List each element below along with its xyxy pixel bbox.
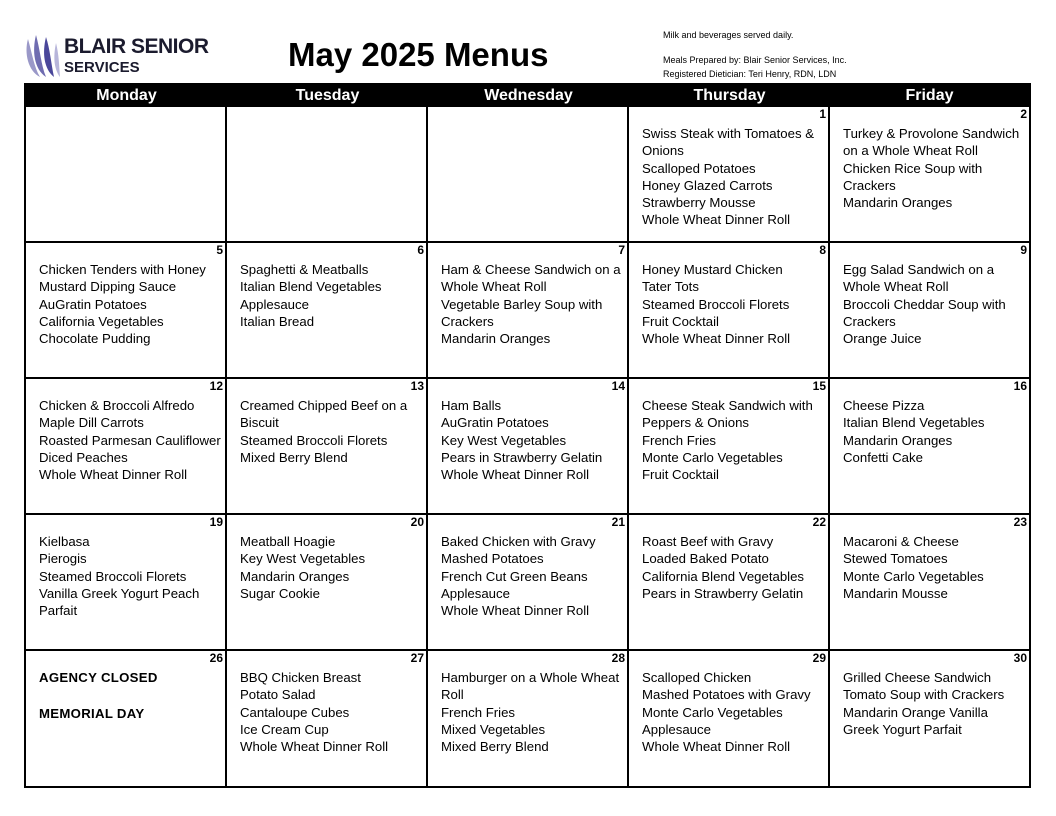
menu-item: Key West Vegetables [441,432,567,448]
page-title: May 2025 Menus [288,36,549,73]
menu-item: Italian Blend Vegetables [240,279,382,295]
date-number: 28 [611,651,625,665]
menu-item: Roasted Parmesan Cauliflower [39,432,221,448]
menu-item: Mandarin Oranges [843,432,953,448]
day-cell [830,243,1029,379]
menu-item: Cheese Pizza [843,398,925,413]
menu-item: AuGratin Potatoes [39,296,147,312]
menu-item: Mandarin Oranges [843,195,953,211]
menu-item: California Blend Vegetables [642,568,805,584]
menu-item: Hamburger on a Whole Wheat Roll [441,670,620,703]
menu-item: Roast Beef with Gravy [642,534,774,549]
menu-item: Turkey & Provolone Sandwich on a Whole Wheat Roll [843,126,1020,159]
day-cell [830,515,1029,651]
date-number: 7 [618,243,625,257]
menu-item: Cheese Steak Sandwich with Peppers & Onions [642,398,813,431]
prepared-by-note: Meals Prepared by: Blair Senior Services, Inc. [663,55,847,65]
menu-item: Chicken Tenders with Honey Mustard Dipping Sauce [39,262,206,295]
date-number: 21 [611,515,625,529]
menu-item: Fruit Cocktail [642,467,719,483]
menu-item: French Cut Green Beans [441,568,588,584]
date-number: 2 [1020,107,1027,121]
logo-title: BLAIR SENIOR [64,35,209,58]
date-number: 6 [417,243,424,257]
closure-notice: AGENCY CLOSED [39,670,158,685]
menu-item: Steamed Broccoli Florets [642,296,790,312]
menu-item: Honey Mustard Chicken [642,262,783,277]
menu-item: Whole Wheat Dinner Roll [240,739,389,755]
menu-item: Applesauce [240,296,309,312]
menu-item: Mandarin Oranges [441,331,551,347]
menu-item: Potato Salad [240,687,316,703]
menu-item: Monte Carlo Vegetables [642,704,783,720]
menu-item: Broccoli Cheddar Soup with Crackers [843,296,1006,329]
menu-item: Pierogis [39,551,87,567]
menu-item: Monte Carlo Vegetables [642,449,783,465]
day-header-thursday: Thursday [629,85,830,107]
menu-item: Applesauce [642,721,711,737]
menu-item: Chicken Rice Soup with Crackers [843,160,983,193]
menu-item: Mandarin Orange Vanilla Greek Yogurt Parfait [843,704,988,737]
menu-item: Mixed Vegetables [441,721,546,737]
menu-item: Whole Wheat Dinner Roll [642,331,791,347]
menu-calendar [24,83,1031,788]
day-cell [629,379,830,515]
menu-item: Whole Wheat Dinner Roll [642,739,791,755]
menu-item: Fruit Cocktail [642,313,719,329]
menu-item: Stewed Tomatoes [843,551,948,567]
menu-item: Pears in Strawberry Gelatin [642,585,804,601]
menu-item: Egg Salad Sandwich on a Whole Wheat Roll [843,262,995,295]
day-cell [26,107,227,243]
day-cell [227,379,428,515]
date-number: 13 [410,379,424,393]
date-number: 20 [410,515,424,529]
day-header-wednesday: Wednesday [428,85,629,107]
menu-item: Vegetable Barley Soup with Crackers [441,296,603,329]
menu-item: Sugar Cookie [240,585,320,601]
day-cell [428,651,629,786]
day-cell [26,515,227,651]
date-number: 23 [1013,515,1027,529]
day-cell [428,107,629,243]
menu-item: Whole Wheat Dinner Roll [441,603,590,619]
day-cell [629,515,830,651]
day-cell [227,651,428,786]
menu-item: Mandarin Mousse [843,585,948,601]
day-cell [830,379,1029,515]
menu-item: AuGratin Potatoes [441,415,549,431]
menu-item: Ham & Cheese Sandwich on a Whole Wheat Roll [441,262,621,295]
day-header-monday: Monday [26,85,227,107]
menu-item: Honey Glazed Carrots [642,177,773,193]
logo-subtitle: SERVICES [64,59,140,76]
date-number: 16 [1013,379,1027,393]
menu-item: Applesauce [441,585,510,601]
menu-item: Spaghetti & Meatballs [240,262,369,277]
day-header-tuesday: Tuesday [227,85,428,107]
menu-item: Mashed Potatoes with Gravy [642,687,811,703]
menu-item: Swiss Steak with Tomatoes & Onions [642,126,814,159]
date-number: 15 [812,379,826,393]
menu-item: Meatball Hoagie [240,534,336,549]
date-number: 30 [1013,651,1027,665]
menu-item: Tater Tots [642,279,699,295]
menu-item: Kielbasa [39,534,90,549]
menu-item: Steamed Broccoli Florets [39,568,187,584]
menu-item: Macaroni & Cheese [843,534,959,549]
day-cell [26,651,227,786]
menu-item: Mixed Berry Blend [240,449,348,465]
dietician-note: Registered Dietician: Teri Henry, RDN, LDN [663,69,837,79]
day-header-friday: Friday [830,85,1029,107]
menu-item: Italian Bread [240,313,315,329]
menu-item: Mandarin Oranges [240,568,350,584]
menu-item: Scalloped Potatoes [642,160,756,176]
menu-item: French Fries [441,704,516,720]
menu-item: Chocolate Pudding [39,331,151,347]
day-cell [629,107,830,243]
menu-item: Confetti Cake [843,449,923,465]
menu-item: Italian Blend Vegetables [843,415,985,431]
menu-item: Whole Wheat Dinner Roll [441,467,590,483]
menu-item: Loaded Baked Potato [642,551,769,567]
day-cell [629,243,830,379]
menu-item: Mixed Berry Blend [441,739,549,755]
menu-item: BBQ Chicken Breast [240,670,361,685]
menu-item: Whole Wheat Dinner Roll [39,467,188,483]
menu-item: Grilled Cheese Sandwich [843,670,992,685]
menu-item: Whole Wheat Dinner Roll [642,212,791,228]
menu-item: Pears in Strawberry Gelatin [441,449,603,465]
date-number: 29 [812,651,826,665]
menu-item: Vanilla Greek Yogurt Peach Parfait [39,585,200,619]
closure-notice: MEMORIAL DAY [39,706,145,722]
menu-item: California Vegetables [39,313,164,329]
menu-item: Strawberry Mousse [642,195,756,211]
day-cell [428,515,629,651]
menu-item: Tomato Soup with Crackers [843,687,1005,703]
menu-item: Mashed Potatoes [441,551,544,567]
day-cell [227,515,428,651]
date-number: 8 [819,243,826,257]
day-cell [428,379,629,515]
menu-item: Diced Peaches [39,449,128,465]
menu-item: Baked Chicken with Gravy [441,534,596,549]
menu-item: Ham Balls [441,398,502,413]
menu-item: French Fries [642,432,717,448]
date-number: 27 [410,651,424,665]
logo-leaf-icon [24,33,62,79]
date-number: 1 [819,107,826,121]
menu-item: Scalloped Chicken [642,670,752,685]
date-number: 12 [209,379,223,393]
menu-item: Cantaloupe Cubes [240,704,350,720]
day-cell [830,651,1029,786]
menu-item: Orange Juice [843,331,922,347]
menu-item: Maple Dill Carrots [39,415,144,431]
date-number: 22 [812,515,826,529]
day-cell [830,107,1029,243]
date-number: 19 [209,515,223,529]
day-cell [227,243,428,379]
menu-item: Steamed Broccoli Florets [240,432,388,448]
day-cell [227,107,428,243]
menu-item: Ice Cream Cup [240,721,329,737]
menu-item: Chicken & Broccoli Alfredo [39,398,195,413]
day-cell [428,243,629,379]
beverage-note: Milk and beverages served daily. [663,30,794,40]
menu-item: Monte Carlo Vegetables [843,568,984,584]
date-number: 5 [216,243,223,257]
logo [24,33,209,79]
day-cell [629,651,830,786]
date-number: 9 [1020,243,1027,257]
day-cell [26,379,227,515]
date-number: 14 [611,379,625,393]
date-number: 26 [209,651,223,665]
menu-item: Creamed Chipped Beef on a Biscuit [240,398,408,431]
menu-item: Key West Vegetables [240,551,366,567]
day-cell [26,243,227,379]
